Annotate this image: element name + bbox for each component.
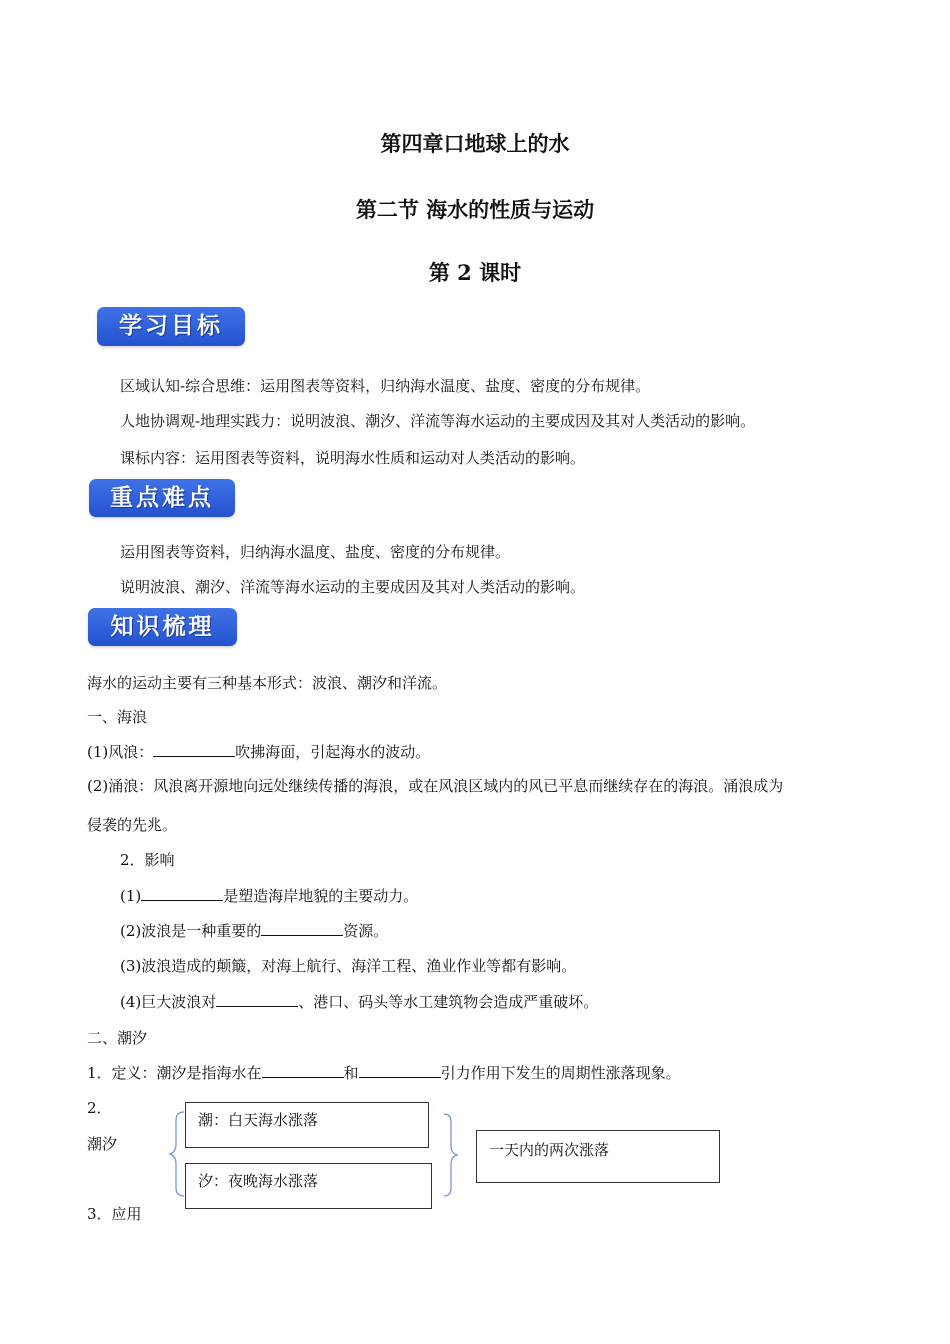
fill-blank[interactable]	[262, 1062, 344, 1078]
right-brace-icon	[444, 1114, 457, 1196]
impact-heading: 2．影响	[120, 851, 175, 869]
box-result-text: 一天内的两次涨落	[489, 1141, 610, 1159]
chapter-title: 第四章口地球上的水	[380, 131, 570, 156]
tide-box-chao	[185, 1102, 429, 1148]
goal-line: 人地协调观-地理实践力：说明波浪、潮汐、洋流等海水运动的主要成因及其对人类活动的影响。	[120, 412, 756, 430]
impact2-suffix: 资源。	[343, 922, 389, 940]
knowledge-label: 知识梳理	[110, 614, 215, 640]
goal-line: 区域认知-综合思维：运用图表等资料，归纳海水温度、盐度、密度的分布规律。	[120, 377, 651, 395]
impact4-prefix: (4)巨大波浪对	[120, 993, 217, 1011]
key-point-line: 说明波浪、潮汐、洋流等海水运动的主要成因及其对人类活动的影响。	[120, 578, 586, 596]
fill-blank[interactable]	[216, 991, 298, 1007]
knowledge-badge	[88, 608, 237, 646]
tide-def-prefix: 1．定义：潮汐是指海水在	[87, 1064, 262, 1082]
goal-line: 课标内容：运用图表等资料，说明海水性质和运动对人类活动的影响。	[120, 449, 586, 467]
impact-item-1	[120, 885, 418, 906]
wave1-prefix: (1)风浪：	[87, 743, 154, 761]
impact1-prefix: (1)	[120, 887, 142, 905]
impact1-suffix: 是塑造海岸地貌的主要动力。	[223, 887, 419, 905]
lesson-title: 第 2 课时	[428, 260, 522, 285]
wave-item-2-line1: (2)涌浪：风浪离开源地向远处继续传播的海浪，或在风浪区域内的风已平息而继续存在的海浪。涌浪成为	[87, 777, 784, 795]
section-title: 第二节 海水的性质与运动	[355, 197, 595, 222]
fill-blank[interactable]	[261, 920, 343, 936]
wave1-suffix: 吹拂海面，引起海水的波动。	[235, 743, 431, 761]
key-points-label: 重点难点	[110, 485, 214, 511]
fill-blank[interactable]	[359, 1062, 441, 1078]
key-points-badge	[89, 479, 235, 517]
tide-item-3: 3．应用	[87, 1205, 142, 1223]
fill-blank[interactable]	[153, 741, 235, 757]
impact4-suffix: 、港口、码头等水工建筑物会造成严重破坏。	[298, 993, 599, 1011]
tide-definition	[87, 1062, 681, 1083]
wave-heading: 一、海浪	[87, 708, 148, 726]
tide-item-2-label: 潮汐	[87, 1135, 118, 1153]
learning-goals-label: 学习目标	[119, 313, 223, 339]
tide-heading: 二、潮汐	[87, 1029, 148, 1047]
wave-item-2-line2: 侵袭的先兆。	[87, 816, 178, 834]
left-brace-icon	[170, 1112, 184, 1196]
tide-box-result	[476, 1130, 720, 1183]
wave-item-1	[87, 741, 430, 762]
intro-text: 海水的运动主要有三种基本形式：波浪、潮汐和洋流。	[87, 674, 448, 692]
box-xi-text: 汐：夜晚海水涨落	[198, 1172, 319, 1190]
fill-blank[interactable]	[141, 885, 223, 901]
impact-item-4	[120, 991, 598, 1012]
box-chao-text: 潮：白天海水涨落	[198, 1111, 319, 1129]
key-point-line: 运用图表等资料，归纳海水温度、盐度、密度的分布规律。	[120, 543, 511, 561]
tide-def-suffix: 引力作用下发生的周期性涨落现象。	[440, 1064, 681, 1082]
impact-item-2	[120, 920, 388, 941]
impact2-prefix: (2)波浪是一种重要的	[120, 922, 262, 940]
tide-box-xi	[185, 1163, 432, 1209]
tide-def-mid: 和	[343, 1064, 359, 1082]
tide-item-2-number: 2．	[87, 1099, 112, 1117]
learning-goals-badge	[97, 307, 245, 346]
impact-item-3: (3)波浪造成的颠簸，对海上航行、海洋工程、渔业作业等都有影响。	[120, 957, 577, 975]
